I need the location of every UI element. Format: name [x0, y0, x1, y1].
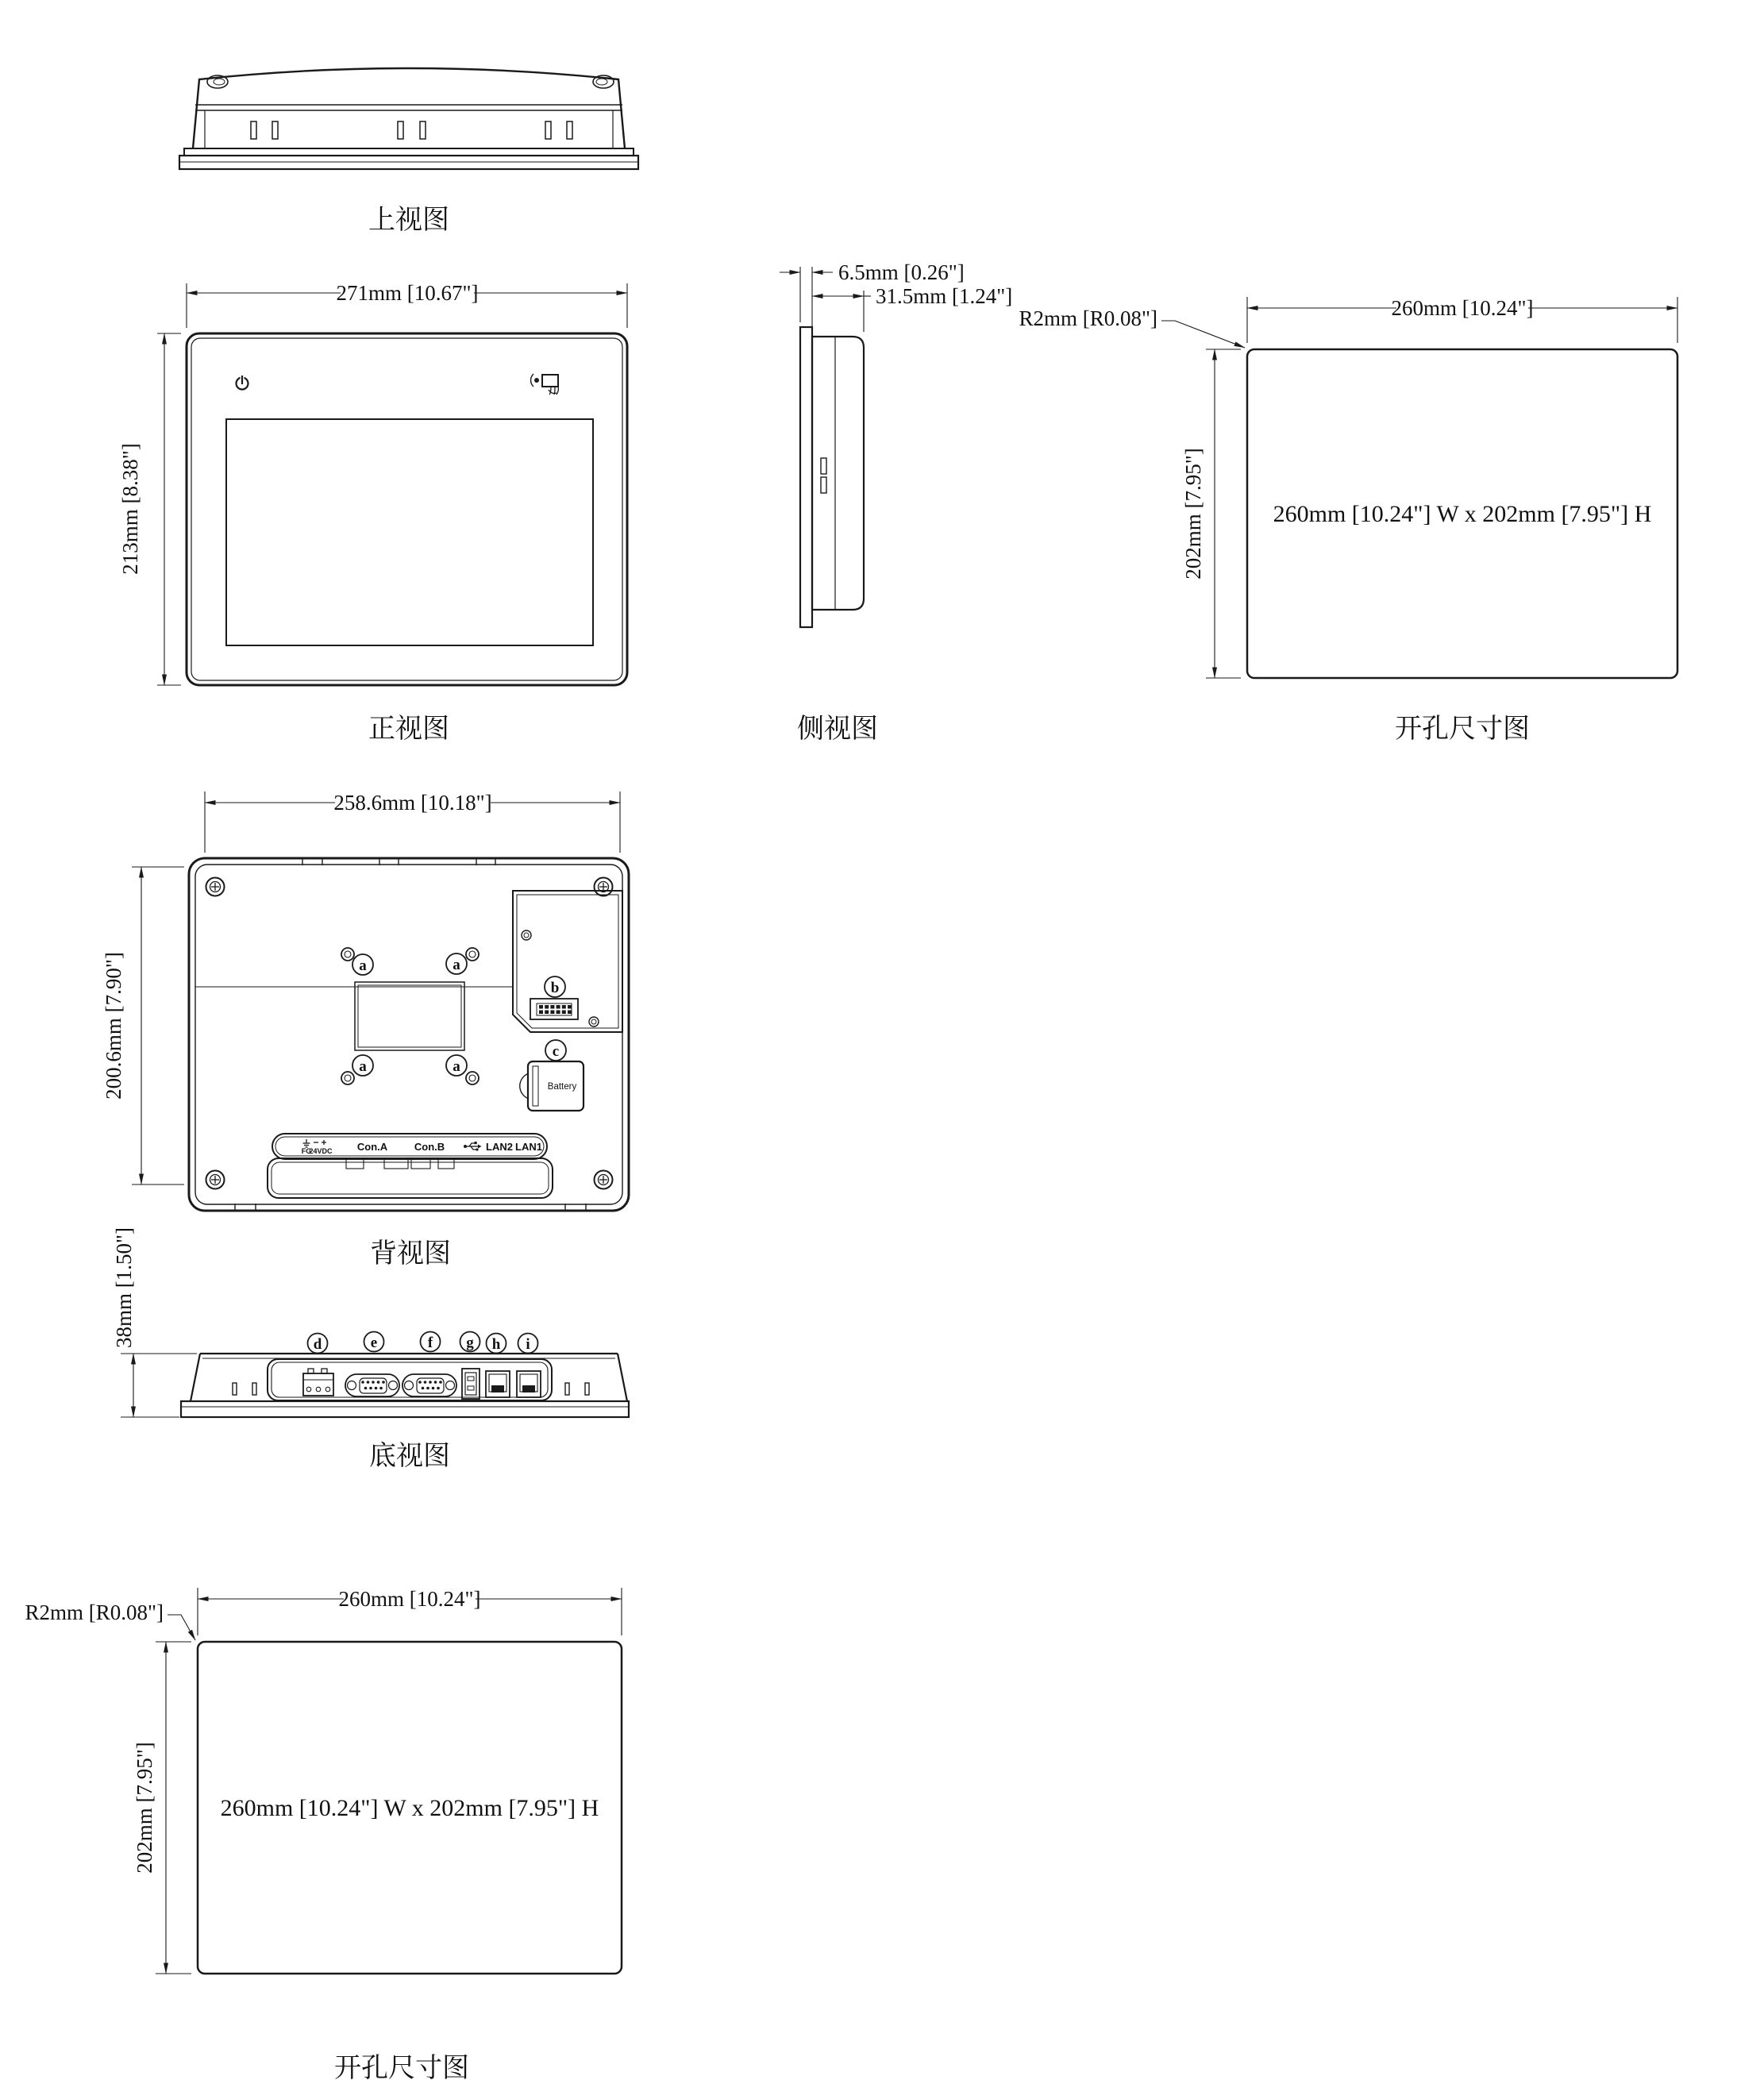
top-view-vent-slots [251, 121, 572, 139]
side-view-drawing [780, 260, 1012, 745]
cutout-bottom-drawing [25, 1587, 622, 2080]
front-width-dimension [187, 281, 627, 328]
top-view-caption: 上视图 [368, 204, 449, 236]
callout-f: f [427, 1335, 433, 1351]
rear-view-caption: 背视图 [370, 1238, 451, 1269]
cutout-bottom-caption: 开孔尺寸图 [334, 2052, 469, 2080]
cutout-right-drawing [1019, 296, 1677, 745]
callout-i: i [526, 1336, 530, 1353]
callout-h: h [491, 1336, 501, 1353]
rear-view-drawing [102, 791, 629, 1269]
cutout-bottom-radius-text: R2mm [R0.08"] [25, 1600, 164, 1624]
side-front-flange [800, 327, 812, 627]
callout-a: a [359, 957, 367, 974]
rear-width-dimension [205, 791, 620, 853]
callout-b: b [550, 980, 560, 996]
side-vent-slot [821, 458, 826, 474]
db9-female-port [345, 1374, 399, 1396]
lan1-port [517, 1371, 541, 1397]
rear-width-dim-text: 258.6mm [10.18"] [333, 791, 492, 815]
cutout-bottom-width-dim-text: 260mm [10.24"] [338, 1587, 481, 1611]
callout-d: d [313, 1336, 322, 1353]
front-panel-outline [187, 333, 627, 685]
cutout-right-width-dim-text: 260mm [10.24"] [1391, 296, 1534, 320]
cutout-right-radius-callout [1019, 306, 1245, 348]
callout-g: g [466, 1335, 474, 1351]
callout-a: a [359, 1058, 367, 1075]
cutout-bottom-note: 260mm [10.24"] W x 202mm [7.95"] H [220, 1795, 599, 1821]
door-screw [522, 930, 531, 940]
side-depth-dim-text: 31.5mm [1.24"] [876, 284, 1013, 308]
rear-height-dim-text: 200.6mm [7.90"] [102, 952, 125, 1100]
rear-edge-ticks [235, 859, 586, 1210]
rear-callout-a-group [352, 953, 467, 1076]
front-screen [226, 419, 593, 645]
dip-switch [530, 999, 578, 1019]
cutout-right-width-dimension [1247, 296, 1677, 343]
callout-a: a [453, 1058, 460, 1075]
power-icon [237, 375, 248, 390]
nfc-icon [531, 374, 559, 395]
callout-e: e [370, 1335, 378, 1351]
cutout-bottom-radius-callout [25, 1600, 195, 1640]
rear-bottom-bulge [268, 1158, 553, 1198]
battery-compartment [520, 1040, 584, 1111]
cutout-bottom-width-dimension [198, 1587, 622, 1635]
side-bezel-dim-text: 6.5mm [0.26"] [838, 260, 965, 284]
ground-icon [303, 1139, 327, 1147]
top-view-drawing [179, 68, 638, 236]
side-depth-dimension [812, 284, 1012, 332]
screw-icon [595, 1171, 613, 1189]
power-terminal-port [303, 1369, 333, 1396]
port-label-fg: FG [301, 1147, 312, 1155]
lan2-port [486, 1371, 510, 1397]
front-height-dim-text: 213mm [8.38"] [118, 443, 142, 575]
cutout-bottom-height-dimension [133, 1642, 191, 1974]
cutout-right-height-dimension [1181, 349, 1241, 678]
port-label-con-b: Con.B [414, 1141, 445, 1153]
db9-male-port [402, 1374, 456, 1396]
front-view-drawing [118, 281, 627, 745]
port-label-lan2: LAN2 [486, 1141, 513, 1153]
rear-center-plate [355, 982, 464, 1050]
door-screw [589, 1017, 599, 1027]
rear-io-door [513, 891, 622, 1032]
callout-a: a [453, 957, 460, 973]
screw-icon [206, 1171, 225, 1189]
usb-icon [464, 1142, 482, 1151]
bottom-height-dimension [112, 1227, 197, 1417]
screw-icon [206, 878, 225, 896]
port-label-con-a: Con.A [356, 1141, 388, 1153]
usb-port [462, 1369, 480, 1399]
cutout-right-radius-text: R2mm [R0.08"] [1019, 306, 1157, 330]
battery-label: Battery [547, 1082, 577, 1092]
cutout-right-height-dim-text: 202mm [7.95"] [1181, 448, 1205, 580]
callout-c: c [552, 1043, 560, 1060]
bottom-height-dim-text: 38mm [1.50"] [112, 1227, 136, 1349]
rear-port-label-strip [272, 1134, 547, 1159]
front-width-dim-text: 271mm [10.67"] [336, 281, 479, 305]
side-body-outline [812, 337, 864, 610]
bottom-callouts [308, 1332, 538, 1354]
bottom-view-caption: 底视图 [369, 1440, 450, 1472]
rear-height-dimension [102, 867, 184, 1184]
front-height-dimension [118, 333, 181, 685]
front-view-caption: 正视图 [368, 713, 449, 745]
side-view-caption: 侧视图 [797, 713, 878, 745]
screw-icon [595, 878, 613, 896]
side-vent-slot [821, 477, 826, 493]
cutout-bottom-height-dim-text: 202mm [7.95"] [133, 1742, 156, 1874]
cutout-right-caption: 开孔尺寸图 [1395, 713, 1530, 745]
cutout-right-note: 260mm [10.24"] W x 202mm [7.95"] H [1273, 501, 1652, 527]
port-label-lan1: LAN1 [515, 1141, 542, 1153]
rear-corner-screws [206, 878, 613, 1189]
port-label-24vdc: 24VDC [309, 1147, 333, 1155]
